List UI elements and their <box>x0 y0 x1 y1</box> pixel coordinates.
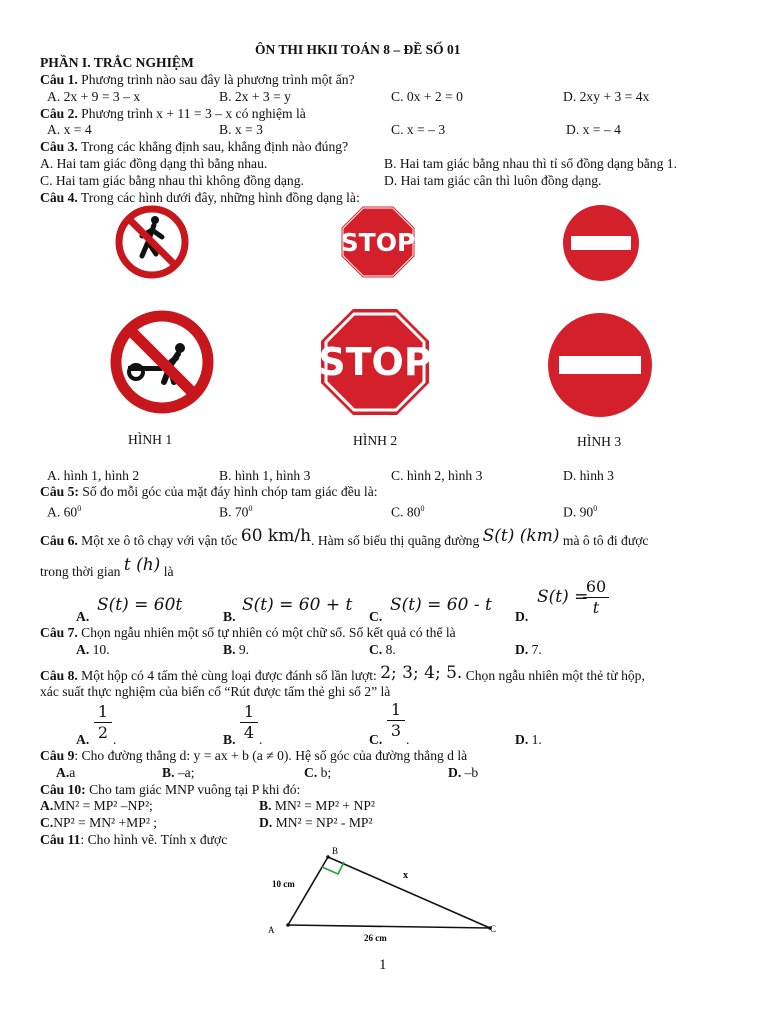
question-label: Câu 4. <box>40 190 78 205</box>
exam-title: ÔN THI HKII TOÁN 8 – ĐỀ SỐ 01 <box>255 42 461 57</box>
q6-option-d-lhs: S(t) = <box>537 587 589 607</box>
question-label: Câu 3. <box>40 139 78 154</box>
question-10: Câu 10: Cho tam giác MNP vuông tại P khi đó: <box>40 782 301 797</box>
q9-option-a: A.a <box>56 765 76 780</box>
q7-option-c: C. 8. <box>369 642 396 657</box>
stop-text: STOP <box>318 340 432 384</box>
q6-option-a-label: A. <box>76 609 90 624</box>
q4-option-c: C. hình 2, hình 3 <box>391 468 483 483</box>
q2-option-c: C. x = – 3 <box>391 122 446 137</box>
q10-option-d: D. MN² = NP² - MP² <box>259 815 373 830</box>
right-triangle-diagram <box>262 842 512 946</box>
q6-option-d-label: D. <box>515 609 529 624</box>
q7-option-d: D. 7. <box>515 642 542 657</box>
page-number: 1 <box>379 957 387 973</box>
question-label: Câu 2. <box>40 106 78 121</box>
q3-option-a: A. Hai tam giác đồng dạng thì bằng nhau. <box>40 156 268 171</box>
q1-option-c: C. 0x + 2 = 0 <box>391 89 463 104</box>
question-label: Câu 5: <box>40 484 79 499</box>
q5-option-b: B. $70^0$ <box>219 504 253 520</box>
q7-option-b: B. 9. <box>223 642 250 657</box>
q3-option-d: D. Hai tam giác cân thì luôn đồng dạng. <box>384 173 602 188</box>
no-pedestrian-sign-icon <box>112 204 192 280</box>
q8-option-a-fraction: 1 2 <box>94 703 112 742</box>
question-text: Phương trình x + 11 = 3 – x có nghiệm là <box>77 106 306 121</box>
q4-option-d: D. hình 3 <box>563 468 614 483</box>
q7-option-a: A. 10. <box>76 642 110 657</box>
q2-option-a: A. x = 4 <box>47 122 92 137</box>
question-11: Câu 11: Cho hình vẽ. Tính x được <box>40 832 228 847</box>
q4-option-b: B. hình 1, hình 3 <box>219 468 311 483</box>
q8-option-b-label: B. <box>223 732 236 747</box>
q5-option-c: C. $80^0$ <box>391 504 425 520</box>
question-text: Trong các khẳng định sau, khẳng định nào đúng? <box>77 139 349 154</box>
q9-option-d: D. –b <box>448 765 479 780</box>
question-9: Câu 9: Cho đường thẳng d: y = ax + b (a ≠ 0). Hệ số góc của đường thẳng d là <box>40 748 468 763</box>
side-ac-label: 26 cm <box>364 933 387 943</box>
card-numbers: 2; 3; 4; 5. <box>380 663 463 683</box>
stop-sign-large-icon <box>318 306 432 418</box>
point-c-label: C <box>490 924 497 934</box>
figure-label-2: HÌNH 2 <box>353 433 398 448</box>
q2-option-d: D. x = – 4 <box>566 122 621 137</box>
q10-option-b: B. MN² = MP² + NP² <box>259 798 375 813</box>
q5-option-a: A. $60^0$ <box>47 504 82 520</box>
stop-sign-small-icon <box>338 204 418 280</box>
side-ab-label: 10 cm <box>272 879 295 889</box>
question-6-line-1: Câu 6. Một xe ô tô chạy với vận tốc 60 km/h. Hàm số biểu thị quãng đường S(t) (km) mà ô tô đi được <box>40 526 649 548</box>
question-text: Phương trình nào sau đây là phương trình một ẩn? <box>77 72 355 87</box>
question-7: Câu 7. Chọn ngẫu nhiên một số tự nhiên có một chữ số. Số kết quả có thể là <box>40 625 456 640</box>
question-label: Câu 1. <box>40 72 78 87</box>
q6-option-b-label: B. <box>223 609 236 624</box>
figure-label-1: HÌNH 1 <box>128 432 173 447</box>
q9-option-b: B. –a; <box>162 765 195 780</box>
question-2 <box>40 106 306 122</box>
q10-option-a: A.MN² = MP² –NP²; <box>40 798 153 813</box>
question-text: Số đo mỗi góc của mặt đáy hình chóp tam giác đều là: <box>78 484 378 499</box>
q6-option-c-label: C. <box>369 609 383 624</box>
q4-option-a: A. hình 1, hình 2 <box>47 468 140 483</box>
question-8-line-2: xác suất thực nghiệm của biến cố “Rút được tấm thẻ ghi số 2” là <box>40 684 391 699</box>
no-handcart-sign-icon <box>108 308 216 416</box>
no-entry-sign-small-icon <box>561 204 641 282</box>
q9-option-c: C. b; <box>304 765 332 780</box>
q3-option-b: B. Hai tam giác bằng nhau thì tỉ số đồng dạng bằng 1. <box>384 156 677 171</box>
section-heading: PHẦN I. TRẮC NGHIỆM <box>40 55 194 70</box>
exam-page: ÔN THI HKII TOÁN 8 – ĐỀ SỐ 01 PHẦN I. TRẮC NGHIỆM Câu 1. Phương trình nào sau đây là phương trình một ẩn? A. 2x + 9 = 3 – x B. 2x + 3 = y C. 0x + 2 = 0 D. 2xy + 3 = 4x Câu 2. Phương trình x + 11 = 3 – x có nghiệm là A. x = 4 B. x = 3 C. x = – 3 D. x = – 4 Câu 3. Trong các khẳng định sau, khẳng định nào đúng? A. Hai tam giác đồng dạng thì bằng nhau. B. Hai tam giác bằng nhau thì tỉ số đồng dạng bằng 1. C. Hai tam giác bằng nhau thì không đồng dạng. D. Hai tam giác cân thì luôn đồng dạng. Câu 4. Trong các hình dưới đây, những hình đồng dạng là: STOP STOP HÌNH 1 HÌNH 2 HÌNH 3 A. hình 1, hình 2 B. hình 1, hình 3 C. hình 2, hình 3 D. hình 3 Câu 5: Số đo mỗi góc của mặt đáy hình chóp tam giác đều là: A. $60^0$ B. $70^0$ C. $80^0$ D. $90^0$ Câu 6. Một xe ô tô chạy với vận tốc 60 km/h. Hàm số biểu thị quãng đường S(t) (km) mà ô tô đi được trong thời gian t (h) là A. S(t) = 60t B. S(t) = 60 + t C. S(t) = 60 - t D. S(t) = 60 t Câu 7. Chọn ngẫu nhiên một số tự nhiên có một chữ số. Số kết quả có thể là A. 10. B. 9. C. 8. D. 7. Câu 8. Một hộp có 4 tấm thẻ cùng loại được đánh số lần lượt: 2; 3; 4; 5. Chọn ngẫu nhiên một thẻ từ hộp, xác suất thực nghiệm của biến cố “Rút được tấm thẻ ghi số 2” là A. 1 2 . B. 1 4 . C. 1 3 . D. 1. Câu 9: Cho đường thẳng d: y = ax + b (a ≠ 0). Hệ số góc của đường thẳng d là A.a B. –a; C. b; D. –b Câu 10: Cho tam giác MNP vuông tại P khi đó: A.MN² = MP² –NP²; B. MN² = MP² + NP² C.NP² = MN² +MP² ; D. MN² = NP² - MP² Câu 11: Cho hình vẽ. Tính x được B A C 10 cm x 26 cm 1 <box>40 42 677 973</box>
no-entry-sign-large-icon <box>545 312 655 418</box>
right-angle-marker <box>322 862 344 874</box>
question-4 <box>40 190 360 206</box>
q6-option-c-expr: S(t) = 60 - t <box>390 595 492 615</box>
stop-text: STOP <box>340 228 416 257</box>
question-5 <box>40 484 378 500</box>
q3-option-c: C. Hai tam giác bằng nhau thì không đồng dạng. <box>40 173 304 188</box>
q1-option-d: D. 2xy + 3 = 4x <box>563 89 650 104</box>
q8-option-d: D. 1. <box>515 732 542 747</box>
figure-label-3: HÌNH 3 <box>577 434 622 449</box>
q8-option-c-fraction: 1 3 <box>387 701 405 740</box>
time-variable: t (h) <box>123 555 161 575</box>
q6-option-a-expr: S(t) = 60t <box>97 595 183 615</box>
q8-option-a-label: A. <box>76 732 90 747</box>
q10-option-c: C.NP² = MN² +MP² ; <box>40 815 158 830</box>
question-6-line-2: trong thời gian t (h) là <box>40 555 174 579</box>
q8-option-c-label: C. <box>369 732 383 747</box>
q1-option-b: B. 2x + 3 = y <box>219 89 291 104</box>
side-bc-label: x <box>403 870 408 881</box>
point-a-label: A <box>268 925 275 935</box>
speed-value: 60 km/h <box>240 526 312 546</box>
q6-option-b-expr: S(t) = 60 + t <box>242 595 353 615</box>
q2-option-b: B. x = 3 <box>219 122 263 137</box>
question-1 <box>40 72 355 88</box>
question-8-line-1: Câu 8. Một hộp có 4 tấm thẻ cùng loại được đánh số lần lượt: 2; 3; 4; 5. Chọn ngẫu nhiên một thẻ từ hộp, <box>40 663 645 683</box>
q6-option-d-fraction: 60 t <box>583 578 609 617</box>
question-text: Trong các hình dưới đây, những hình đồng dạng là: <box>77 190 360 205</box>
distance-function: S(t) (km) <box>482 526 560 546</box>
question-3 <box>40 139 348 155</box>
q5-option-d: D. $90^0$ <box>563 504 598 520</box>
q8-option-b-fraction: 1 4 <box>240 703 258 742</box>
point-b-label: B <box>332 846 339 856</box>
q1-option-a: A. 2x + 9 = 3 – x <box>47 89 141 104</box>
